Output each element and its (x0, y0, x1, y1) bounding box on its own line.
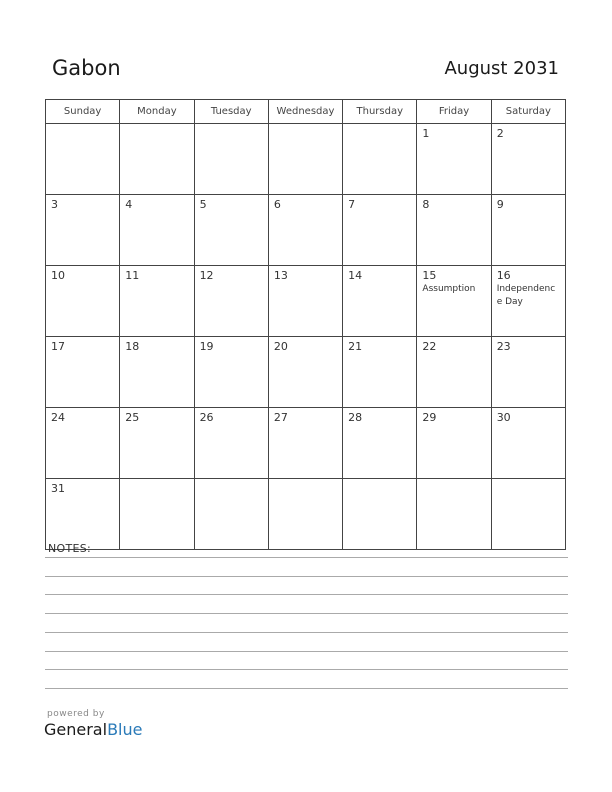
day-number: 1 (422, 127, 430, 140)
day-cell[interactable] (343, 408, 417, 479)
day-cell[interactable] (120, 124, 194, 195)
note-line (45, 576, 568, 577)
day-cell[interactable] (417, 266, 491, 337)
day-cell[interactable] (343, 266, 417, 337)
day-cell[interactable] (343, 479, 417, 550)
day-cell[interactable] (268, 479, 342, 550)
day-cell[interactable] (194, 479, 268, 550)
day-number: 4 (125, 198, 133, 211)
day-cell[interactable] (343, 195, 417, 266)
note-line (45, 557, 568, 558)
day-number: 10 (51, 269, 65, 282)
day-number: 22 (422, 340, 437, 353)
holiday-label: Assumption (422, 284, 476, 294)
day-cell[interactable] (194, 337, 268, 408)
day-number: 27 (273, 411, 288, 424)
day-cell[interactable] (120, 195, 194, 266)
day-number: 3 (51, 198, 58, 211)
day-number: 31 (51, 482, 65, 495)
note-line (45, 632, 568, 633)
day-number: 26 (199, 411, 214, 424)
brand-blue: Blue (107, 720, 143, 739)
day-cell[interactable] (343, 337, 417, 408)
day-cell[interactable] (46, 195, 120, 266)
weekday-header: Sunday (46, 100, 120, 124)
week-row (46, 124, 566, 195)
day-number: 8 (422, 198, 430, 211)
day-cell[interactable] (491, 337, 565, 408)
weekday-header-row (46, 100, 566, 124)
note-line (45, 594, 568, 595)
day-cell[interactable] (46, 337, 120, 408)
day-cell[interactable] (417, 337, 491, 408)
day-number: 2 (496, 127, 504, 140)
day-cell[interactable] (268, 408, 342, 479)
powered-by-text: powered by (47, 709, 105, 719)
day-cell[interactable] (343, 124, 417, 195)
day-number: 21 (348, 340, 363, 353)
day-number: 11 (125, 269, 140, 282)
day-number: 7 (348, 198, 356, 211)
day-number: 15 (422, 269, 437, 282)
day-number: 23 (496, 340, 511, 353)
day-cell[interactable] (194, 408, 268, 479)
day-cell[interactable] (120, 408, 194, 479)
brand-general: General (44, 720, 108, 739)
day-cell[interactable] (46, 479, 120, 550)
day-cell[interactable] (194, 266, 268, 337)
week-row (46, 266, 566, 337)
weekday-header: Thursday (343, 100, 417, 124)
day-number: 19 (199, 340, 214, 353)
week-row (46, 479, 566, 550)
day-cell[interactable] (120, 337, 194, 408)
day-cell[interactable] (268, 124, 342, 195)
day-cell[interactable] (491, 408, 565, 479)
week-row (46, 408, 566, 479)
day-cell[interactable] (194, 195, 268, 266)
weekday-header: Tuesday (194, 100, 268, 124)
day-number: 29 (422, 411, 437, 424)
day-cell[interactable] (491, 195, 565, 266)
day-number: 14 (348, 269, 363, 282)
day-number: 9 (496, 198, 504, 211)
brand-logo[interactable] (44, 720, 142, 739)
day-number: 17 (51, 340, 65, 353)
day-cell[interactable] (46, 266, 120, 337)
day-cell[interactable] (46, 124, 120, 195)
country-title: Gabon (52, 56, 121, 80)
day-number: 5 (199, 198, 207, 211)
day-number: 12 (199, 269, 214, 282)
holiday-label: Independence Day (496, 284, 556, 307)
notes-label: NOTES: (48, 542, 92, 555)
day-cell[interactable] (417, 124, 491, 195)
note-line (45, 688, 568, 689)
note-line (45, 651, 568, 652)
day-number: 20 (273, 340, 288, 353)
weekday-header: Monday (120, 100, 194, 124)
day-number: 25 (125, 411, 140, 424)
month-year-title: August 2031 (444, 58, 559, 79)
weekday-header: Wednesday (268, 100, 342, 124)
weekday-header: Saturday (491, 100, 565, 124)
day-cell[interactable] (491, 479, 565, 550)
day-number: 18 (125, 340, 140, 353)
note-line (45, 613, 568, 614)
day-number: 30 (496, 411, 511, 424)
day-number: 13 (273, 269, 288, 282)
day-cell[interactable] (120, 479, 194, 550)
day-number: 24 (51, 411, 65, 424)
day-cell[interactable] (268, 266, 342, 337)
day-cell[interactable] (120, 266, 194, 337)
day-cell[interactable] (491, 124, 565, 195)
day-cell[interactable] (194, 124, 268, 195)
day-cell[interactable] (46, 408, 120, 479)
week-row (46, 337, 566, 408)
weekday-header: Friday (417, 100, 491, 124)
day-number: 28 (348, 411, 363, 424)
day-number: 6 (273, 198, 281, 211)
calendar-grid (45, 99, 566, 550)
day-cell[interactable] (417, 195, 491, 266)
day-cell[interactable] (417, 479, 491, 550)
week-row (46, 195, 566, 266)
day-number: 16 (496, 269, 511, 282)
day-cell[interactable] (491, 266, 565, 337)
day-cell[interactable] (268, 337, 342, 408)
day-cell[interactable] (268, 195, 342, 266)
day-cell[interactable] (417, 408, 491, 479)
note-line (45, 669, 568, 670)
